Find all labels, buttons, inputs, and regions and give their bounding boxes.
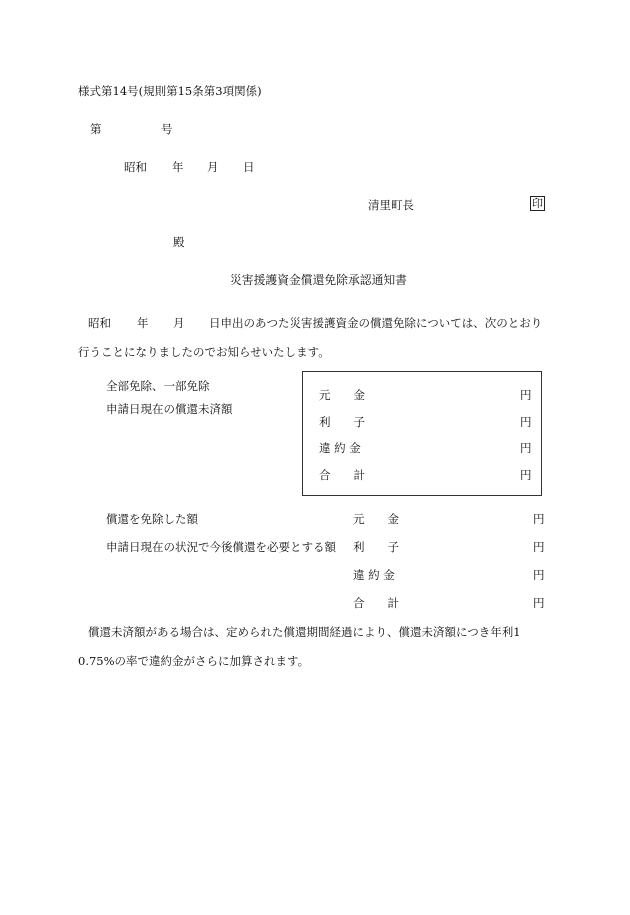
date-era: 昭和: [124, 160, 147, 174]
box-item-unit: 円: [520, 468, 532, 482]
form-label: 様式第14号(規則第15条第3項関係): [78, 84, 262, 98]
sender-title: 清里町長: [368, 198, 414, 212]
body-era: 昭和: [88, 316, 111, 330]
footer-note-line1: 償還未済額がある場合は、定められた償還期間経過により、償還未済額につき年利1: [88, 625, 521, 639]
exempt-item-unit: 円: [533, 596, 545, 610]
exempt-item-label: 利 子: [353, 540, 399, 554]
date-day-unit: 日: [243, 160, 255, 174]
seal-mark: 印: [532, 197, 543, 210]
body-month-unit: 月: [173, 316, 185, 330]
exempt-item-unit: 円: [533, 568, 545, 582]
body-line1-rest: 日申出のあつた災害援護資金の償還免除については、次のとおり: [209, 316, 543, 330]
box-item-unit: 円: [520, 415, 532, 429]
section2-label-future: 申請日現在の状況で今後償還を必要とする額: [106, 540, 336, 554]
exempt-item-unit: 円: [533, 512, 545, 526]
box-item-unit: 円: [520, 388, 532, 402]
section1-label-exemption-type: 全部免除、一部免除: [106, 379, 210, 393]
footer-note-line2: 0.75%の率で違約金がさらに加算されます。: [78, 654, 310, 668]
box-item-label: 利 子: [319, 415, 365, 429]
document-title: 災害援護資金償還免除承認通知書: [230, 273, 407, 287]
body-line2: 行うことになりましたのでお知らせいたします。: [78, 345, 330, 359]
body-year-unit: 年: [137, 316, 149, 330]
exempt-item-label: 違 約 金: [353, 568, 395, 582]
date-year-unit: 年: [172, 160, 184, 174]
box-item-label: 違 約 金: [319, 441, 361, 455]
box-item-unit: 円: [520, 441, 532, 455]
section1-label-unpaid: 申請日現在の償還未済額: [106, 402, 233, 416]
addressee-honorific: 殿: [173, 235, 185, 249]
number-prefix: 第: [90, 122, 102, 136]
number-suffix: 号: [161, 122, 173, 136]
exempt-item-label: 元 金: [353, 512, 399, 526]
exempt-item-label: 合 計: [353, 596, 399, 610]
exempt-item-unit: 円: [533, 540, 545, 554]
date-month-unit: 月: [207, 160, 219, 174]
box-item-label: 合 計: [319, 468, 365, 482]
section2-label-exempted: 償還を免除した額: [106, 512, 198, 526]
box-item-label: 元 金: [319, 388, 365, 402]
